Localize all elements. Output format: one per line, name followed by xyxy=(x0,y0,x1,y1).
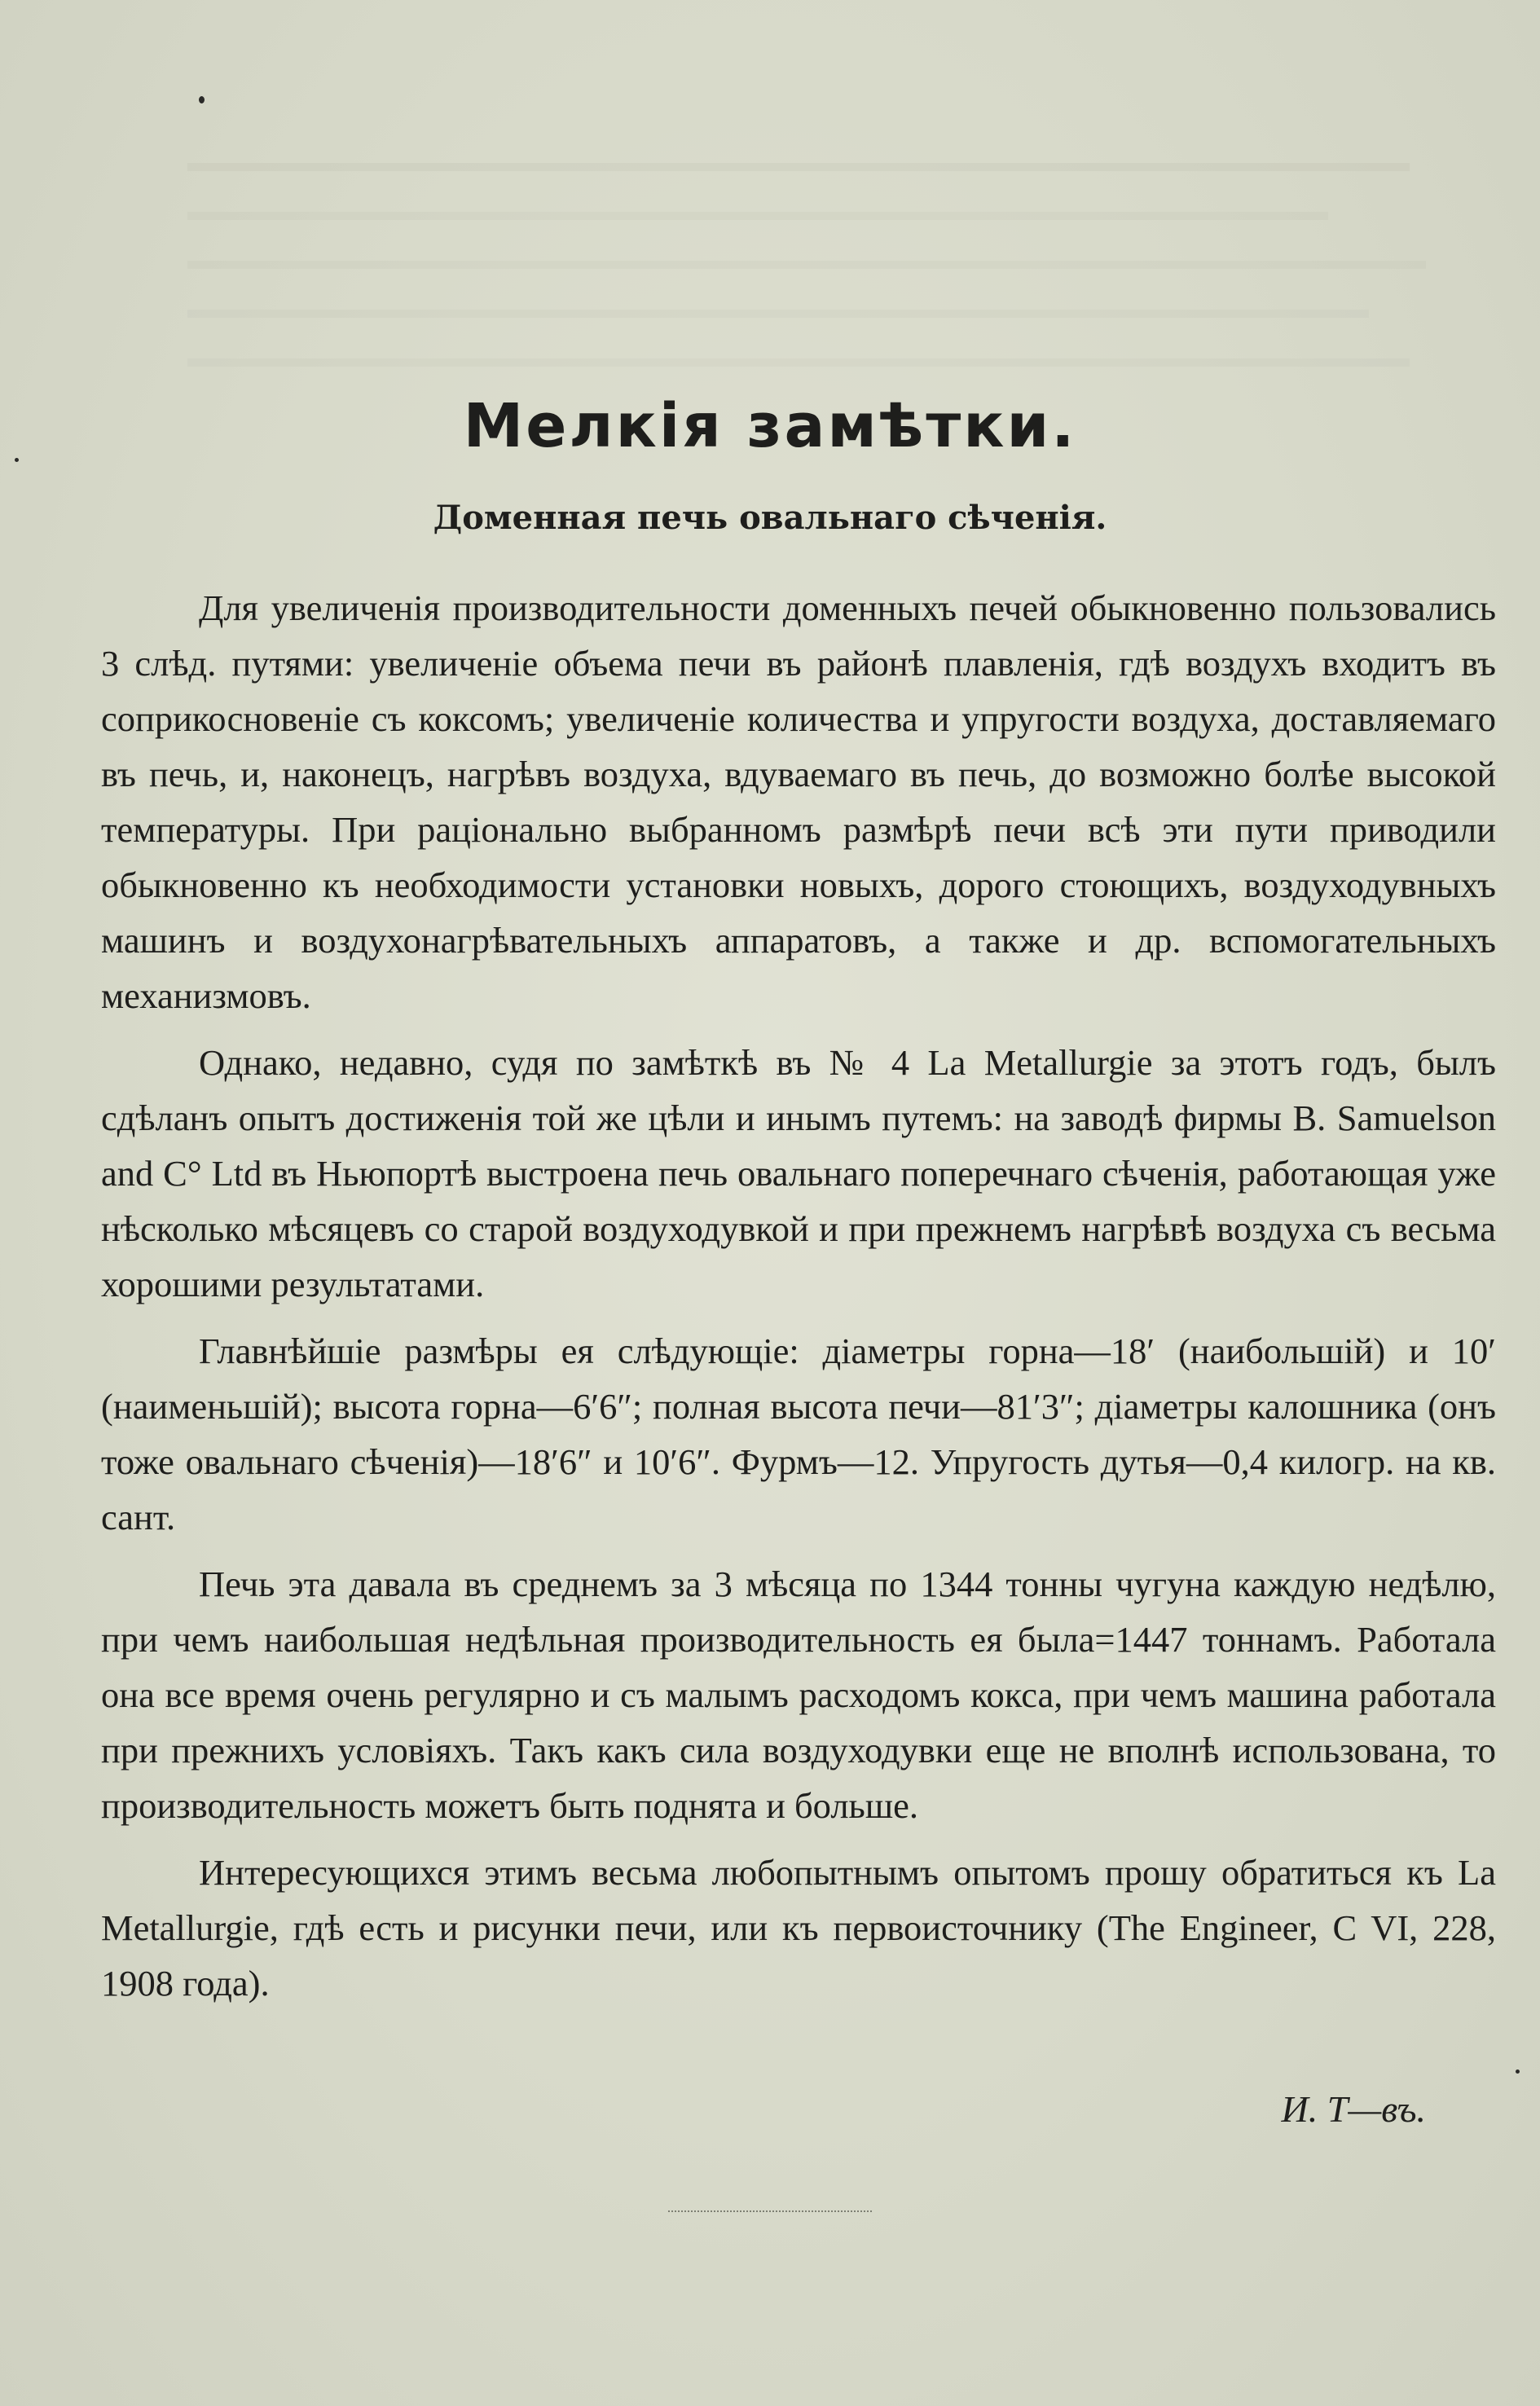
page-title: Мелкія замѣтки. xyxy=(463,391,1077,461)
author-signature: И. Т—въ. xyxy=(1281,2088,1426,2130)
bleed-through-texture xyxy=(187,98,1491,554)
paragraph: Однако, недавно, судя по замѣткѣ въ № 4 La Metallurgie за этотъ годъ, былъ сдѣланъ опытъ достиженія той же цѣли и инымъ путемъ: на заводѣ фирмы B. Samuelson and C° Ltd въ Ньюпортѣ выстроена печь овальнаго поперечнаго сѣченія, работающая уже нѣсколько мѣсяцевъ со старой воздуходувкой и при прежнемъ нагрѣвѣ воздуха съ весьма хорошими результатами. xyxy=(101,1042,1496,1304)
article-subtitle: Доменная печь овальнаго сѣченія. xyxy=(433,499,1107,537)
paragraph: Для увеличенія производительности доменныхъ печей обыкновенно пользовались 3 слѣд. путями: увеличеніе объема печи въ районѣ плавленія, гдѣ воздухъ входитъ въ соприкосновеніе съ коксомъ; увеличеніе количества и упругости воздуха, доставляемаго въ печь, и, наконецъ, нагрѣвъ воздуха, вдуваемаго въ печь, до возможно болѣе высокой температуры. При раціонально выбранномъ размѣрѣ печи всѣ эти пути приводили обыкновенно къ необходимости установки новыхъ, дорого стоющихъ, воздуходувныхъ машинъ и воздухонагрѣвательныхъ аппаратовъ, а также и др. вспомогательныхъ механизмовъ. xyxy=(101,587,1496,1016)
ink-speck xyxy=(1516,2070,1520,2074)
ink-speck xyxy=(15,458,19,462)
paragraph: Интересующихся этимъ весьма любопытнымъ опытомъ прошу обратиться къ La Metallurgie, гдѣ есть и рисунки печи, или къ первоисточнику (The Engineer, C VI, 228, 1908 года). xyxy=(101,1852,1496,2004)
article-body xyxy=(101,580,1496,2022)
ink-speck xyxy=(199,96,205,103)
paragraph: Печь эта давала въ среднемъ за 3 мѣсяца по 1344 тонны чугуна каждую недѣлю, при чемъ наибольшая недѣльная производительность ея была=1447 тоннамъ. Работала она все время очень регулярно и съ малымъ расходомъ кокса, при чемъ машина работала при прежнихъ условіяхъ. Такъ какъ сила воздуходувки еще не вполнѣ использована, то производительность можетъ быть поднята и больше. xyxy=(101,1564,1496,1826)
paragraph: Главнѣйшіе размѣры ея слѣдующіе: діаметры горна—18′ (наибольшій) и 10′ (наименьшій); высота горна—6′6″; полная высота печи—81′3″; діаметры калошника (онъ тоже овальнаго сѣченія)—18′6″ и 10′6″. Фурмъ—12. Упругость дутья—0,4 килогр. на кв. сант. xyxy=(101,1331,1496,1537)
divider xyxy=(668,2210,872,2212)
